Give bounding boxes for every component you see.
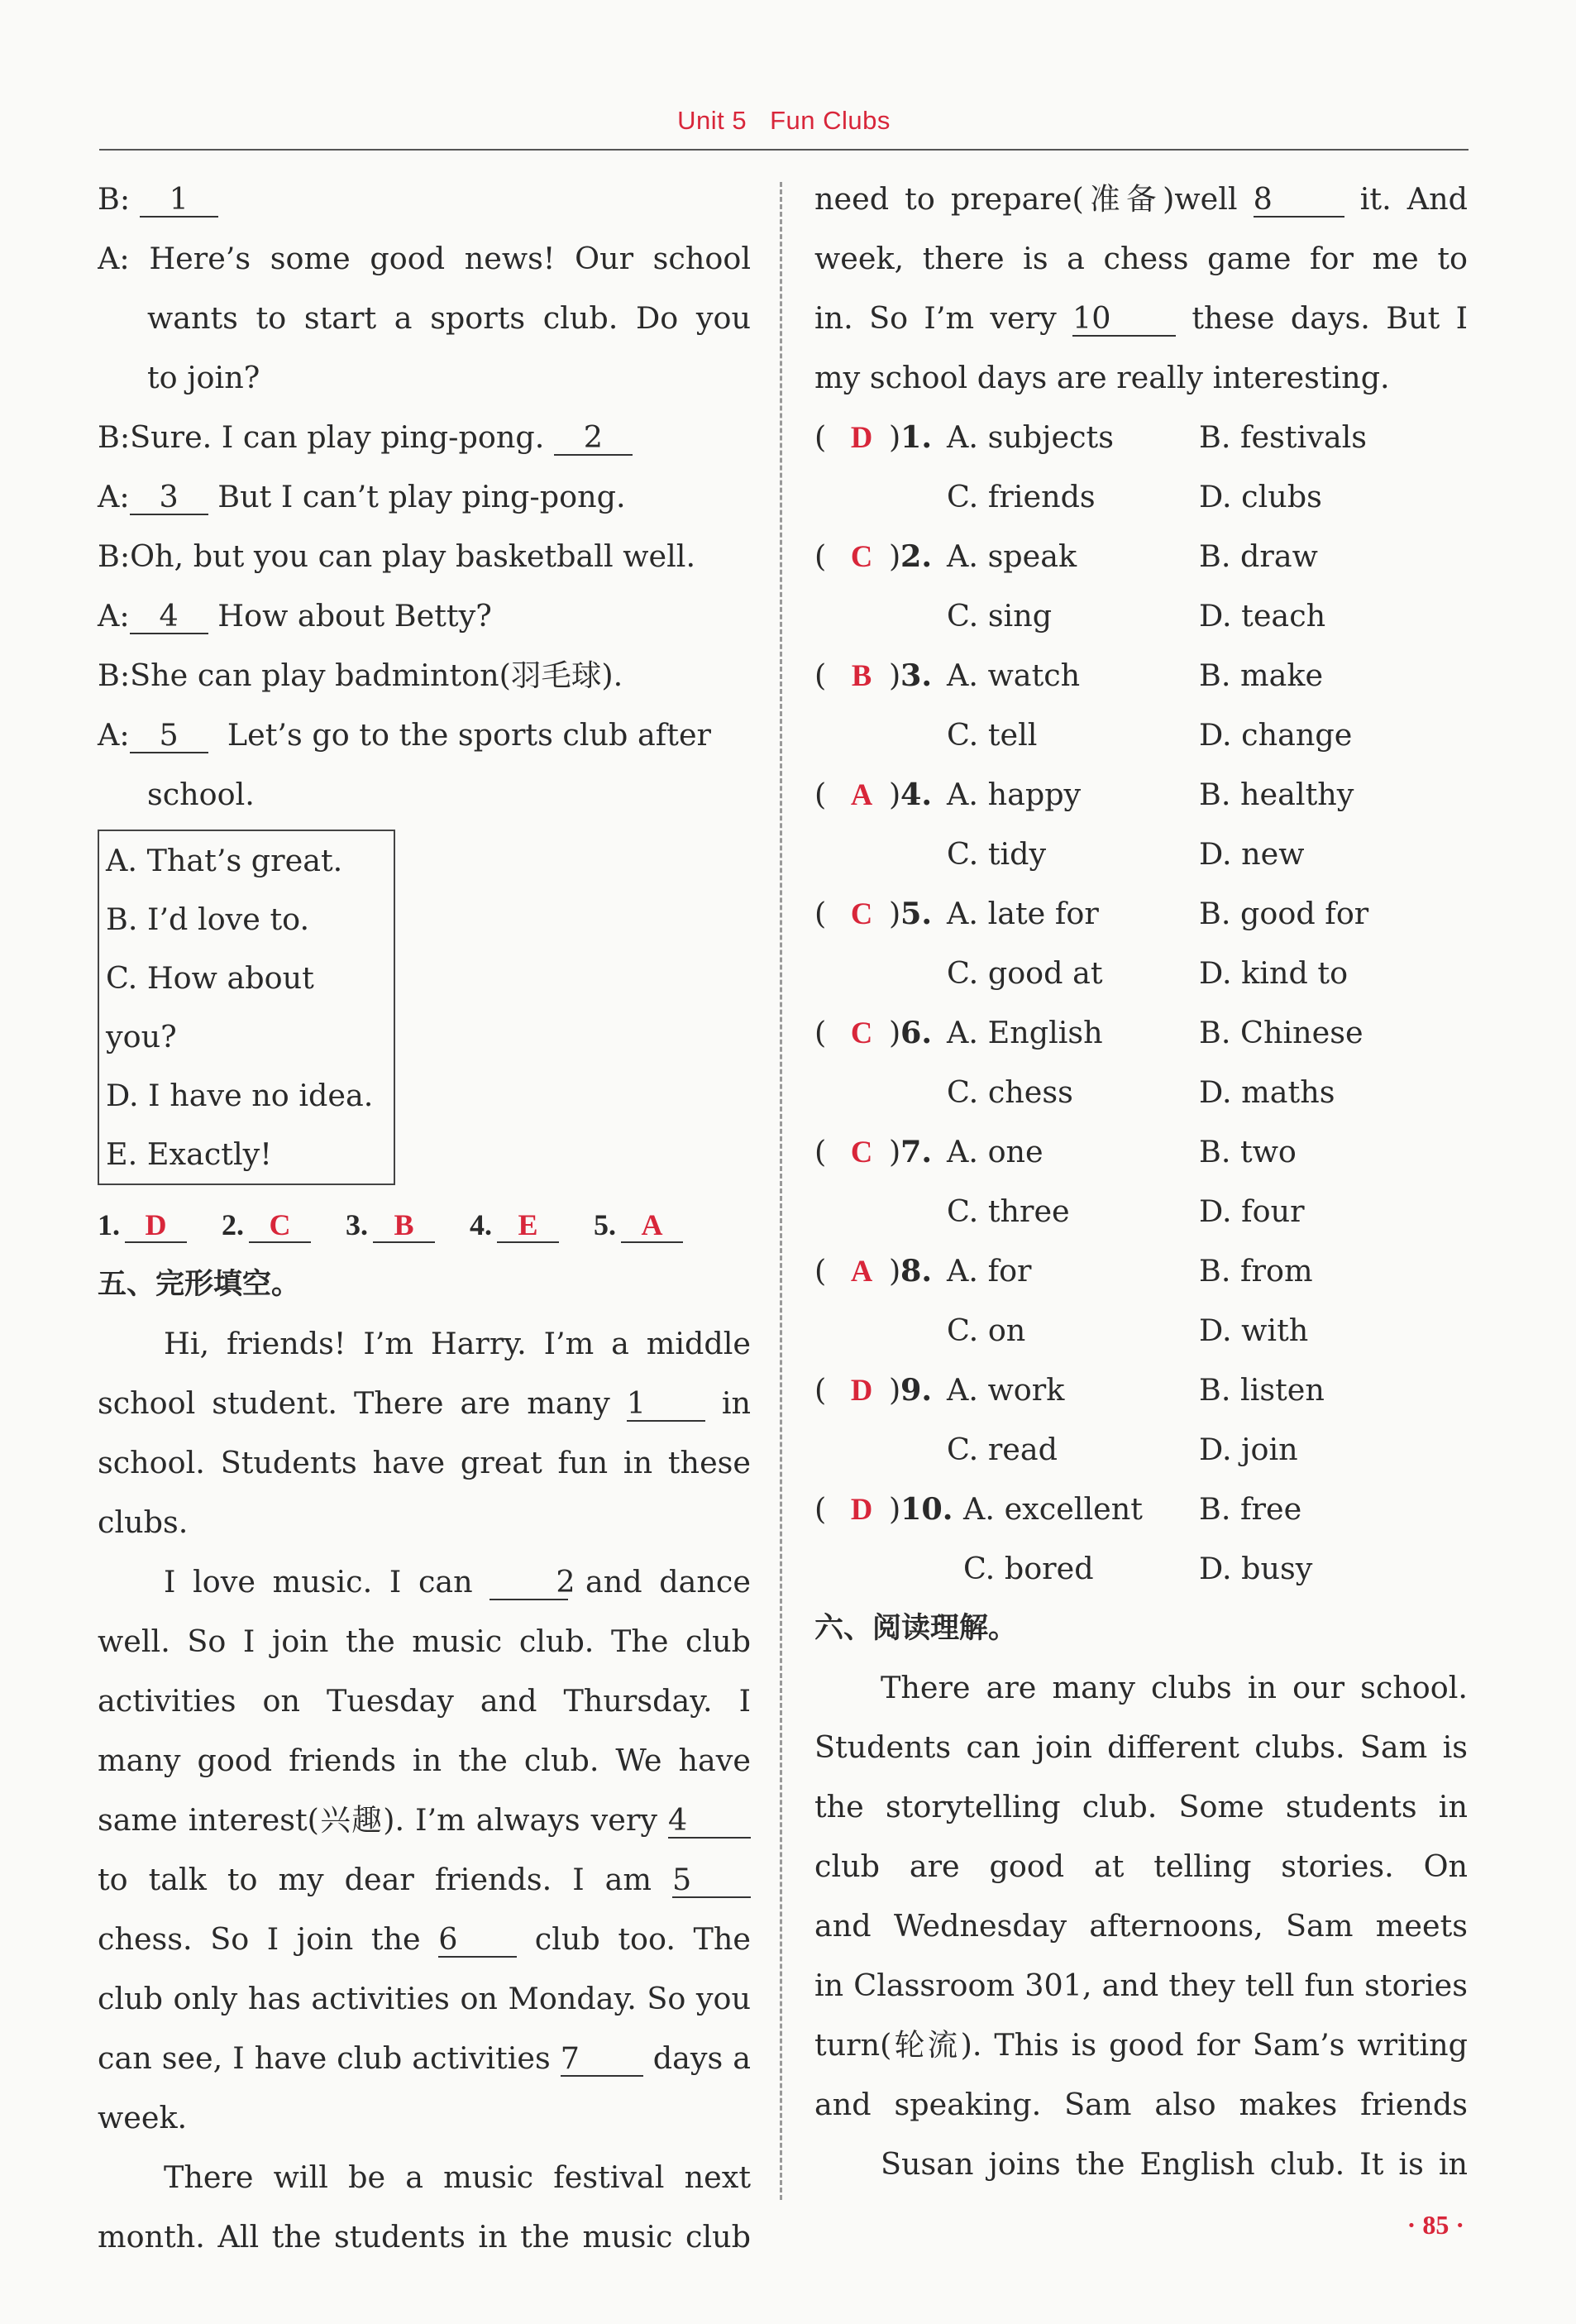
passage-line: Susan joins the English club. It is in [881,2146,1468,2182]
answer: B [373,1208,435,1243]
question-row [814,944,1468,1003]
option-d: D. kind to [1199,955,1349,991]
question-answer: C [850,1016,873,1050]
passage-line: and Wednesday afternoons, Sam meets [814,1908,1468,1944]
blank: 7 [561,2042,643,2077]
option-a: A. happy [947,777,1082,812]
option-d: D. busy [1199,1551,1313,1586]
answer: C [249,1208,311,1243]
dialogue-line: A: 3 But I can’t play ping-pong. [98,479,626,514]
passage-line: club are good at telling stories. On [814,1848,1468,1884]
header-title [99,106,1469,136]
blank: 5 [672,1863,751,1898]
question-row: ( D ) 1. A. subjects B. festivals [814,408,1468,467]
question-row: ( B ) 3. A. watch B. make [814,646,1468,705]
section-title: 六、阅读理解。 [814,1612,1018,1645]
option-b: B. free [1199,1491,1302,1527]
question-number: 8. [900,1253,933,1289]
passage-line: same interest(兴趣). I’m always very 4 [98,1791,751,1850]
option-d: D. change [1199,717,1353,753]
option-c: C. tell [947,717,1038,753]
question-row [814,1301,1468,1360]
option-d: D. maths [1199,1074,1335,1110]
passage-line: I love music. I can 2 and dance [164,1564,751,1600]
question-answer: D [850,1373,873,1407]
passage-line: and speaking. Sam also makes friends [814,2087,1468,2122]
option-d: D. new [1199,836,1305,872]
option-d: D. with [1199,1313,1309,1348]
blank: 3 [130,481,208,515]
option-item: E. Exactly! [106,1136,272,1172]
option-a: A. for [947,1253,1032,1289]
passage-line: school student. There are many 1 in [98,1385,751,1421]
option-b: B. listen [1199,1372,1325,1408]
question-row: ( C ) 2. A. speak B. draw [814,527,1468,586]
option-c: C. friends [947,479,1096,514]
question-answer: A [850,1254,873,1288]
option-b: B. make [1199,658,1324,693]
option-d: D. clubs [1199,479,1322,514]
option-b: B. from [1199,1253,1313,1289]
passage-line: Hi, friends! I’m Harry. I’m a middle [164,1326,751,1361]
dialogue-line: B:Sure. I can play ping-pong. 2 [98,408,751,467]
column-divider [780,182,782,2200]
question-answer: C [850,1135,873,1169]
passage-line: turn(轮流). This is good for Sam’s writing [814,2027,1468,2063]
option-d: D. join [1199,1432,1298,1467]
answer: E [497,1208,559,1243]
unit-label: Unit 5 [677,106,747,135]
question-number: 3. [900,658,933,693]
option-b: B. draw [1199,538,1318,574]
blank: 4 [668,1804,751,1839]
blank: 4 [130,600,208,634]
question-number: 7. [900,1134,933,1169]
blank: 2 [490,1566,568,1600]
dialogue-line: A: 5 Let’s go to the sports club after [98,717,711,753]
blank: 5 [130,719,208,753]
dialogue-answers: 1. D 2. C 3. B 4. E 5. A [98,1195,751,1255]
option-a: A. subjects [947,419,1114,455]
option-a: A. one [947,1134,1044,1169]
option-c: C. on [947,1313,1026,1348]
page-number: · 85 · [1406,2210,1464,2240]
passage-line: There will be a music festival next [164,2159,751,2195]
blank: 10 [1072,302,1176,337]
passage-line: in Classroom 301, and they tell fun stories [814,1968,1468,2003]
question-number: 1. [900,419,933,455]
option-c: C. bored [963,1551,1094,1586]
question-row: ( A ) 4. A. happy B. healthy [814,765,1468,825]
question-answer: C [850,897,873,930]
option-item: A. That’s great. [106,843,343,878]
option-a: A. excellent [963,1491,1143,1527]
passage-line: the storytelling club. Some students in [814,1789,1468,1824]
question-answer: C [850,539,873,573]
question-number: 9. [900,1372,933,1408]
question-answer: D [850,1492,873,1526]
question-row: ( C ) 5. A. late for B. good for [814,884,1468,944]
right-column [814,170,1468,2194]
option-c: C. tidy [947,836,1047,872]
page-header [99,106,1469,151]
option-d: D. teach [1199,598,1326,634]
question-row [814,1063,1468,1122]
dialogue-line: A: 4 How about Betty? [98,598,492,634]
blank: 6 [438,1923,517,1958]
passage-line: club only has activities on Monday. So you [98,1981,751,2016]
question-number: 10. [900,1491,953,1527]
left-column [98,170,751,2267]
option-b: B. two [1199,1134,1297,1169]
question-list [814,408,1468,1599]
passage-line: in. So I’m very 10 these days. But I [814,300,1468,336]
dialogue-line: school. [147,777,255,812]
question-row [814,1420,1468,1480]
question-row [814,705,1468,765]
passage-line: Students can join different clubs. Sam is [814,1729,1468,1765]
option-item: B. I’d love to. [106,901,310,937]
option-c: C. read [947,1432,1058,1467]
passage-line: chess. So I join the 6 club too. The [98,1921,751,1957]
dialogue-line: A: Here’s some good news! Our school [98,241,751,276]
dialogue-line: B:She can play badminton(羽毛球). [98,658,623,693]
option-a: A. work [947,1372,1065,1408]
unit-title: Fun Clubs [770,106,891,135]
option-a: A. English [947,1015,1103,1050]
option-d: D. four [1199,1193,1305,1229]
section-title: 五、完形填空。 [98,1268,301,1301]
blank: 2 [554,421,633,456]
passage-line: week. [98,2100,188,2135]
passage-line: my school days are really interesting. [814,360,1390,395]
passage-line: need to prepare(准备)well 8 it. And [814,181,1468,217]
question-row: ( C ) 6. A. English B. Chinese [814,1003,1468,1063]
question-number: 4. [900,777,933,812]
question-row: ( A ) 8. A. for B. from [814,1241,1468,1301]
passage-line: many good friends in the club. We have [98,1743,751,1778]
passage-line: month. All the students in the music club [98,2219,751,2255]
option-a: A. speak [947,538,1077,574]
option-b: B. festivals [1199,419,1367,455]
question-row [814,825,1468,884]
blank: 8 [1254,183,1344,218]
dialogue-line: to join? [147,360,260,395]
option-a: A. late for [947,896,1099,931]
answer: D [125,1208,187,1243]
question-row [814,1182,1468,1241]
blank: 1 [627,1387,705,1422]
options-box [98,830,395,1185]
dialogue-line: B: 1 [98,170,751,229]
question-number: 5. [900,896,933,931]
option-item: D. I have no idea. [106,1078,374,1113]
question-row: ( C ) 7. A. one B. two [814,1122,1468,1182]
question-number: 2. [900,538,933,574]
option-item: C. How about you? [106,960,314,1054]
option-a: A. watch [947,658,1081,693]
question-row [814,1539,1468,1599]
passage-line: There are many clubs in our school. [881,1670,1468,1705]
question-row [814,586,1468,646]
option-c: C. sing [947,598,1053,634]
passage-line: well. So I join the music club. The club [98,1623,751,1659]
question-number: 6. [900,1015,933,1050]
question-row: ( D ) 10. A. excellent B. free [814,1480,1468,1539]
passage-line: to talk to my dear friends. I am 5 [98,1850,751,1910]
passage-line: clubs. [98,1504,189,1540]
passage-line: school. Students have great fun in these [98,1445,751,1480]
question-answer: A [850,777,873,811]
dialogue-line: B:Oh, but you can play basketball well. [98,538,696,574]
passage-line: activities on Tuesday and Thursday. I [98,1671,751,1731]
question-row [814,467,1468,527]
question-answer: B [851,658,872,692]
dialogue-line: wants to start a sports club. Do you [147,300,751,336]
option-b: B. Chinese [1199,1015,1363,1050]
option-b: B. good for [1199,896,1369,931]
option-c: C. good at [947,955,1103,991]
option-b: B. healthy [1199,777,1354,812]
answer: A [621,1208,683,1243]
option-c: C. chess [947,1074,1073,1110]
blank: 1 [140,183,218,218]
passage-line: week, there is a chess game for me to [814,229,1468,289]
question-answer: D [850,420,873,454]
question-row: ( D ) 9. A. work B. listen [814,1360,1468,1420]
option-c: C. three [947,1193,1070,1229]
passage-line: can see, I have club activities 7 days a [98,2040,751,2076]
